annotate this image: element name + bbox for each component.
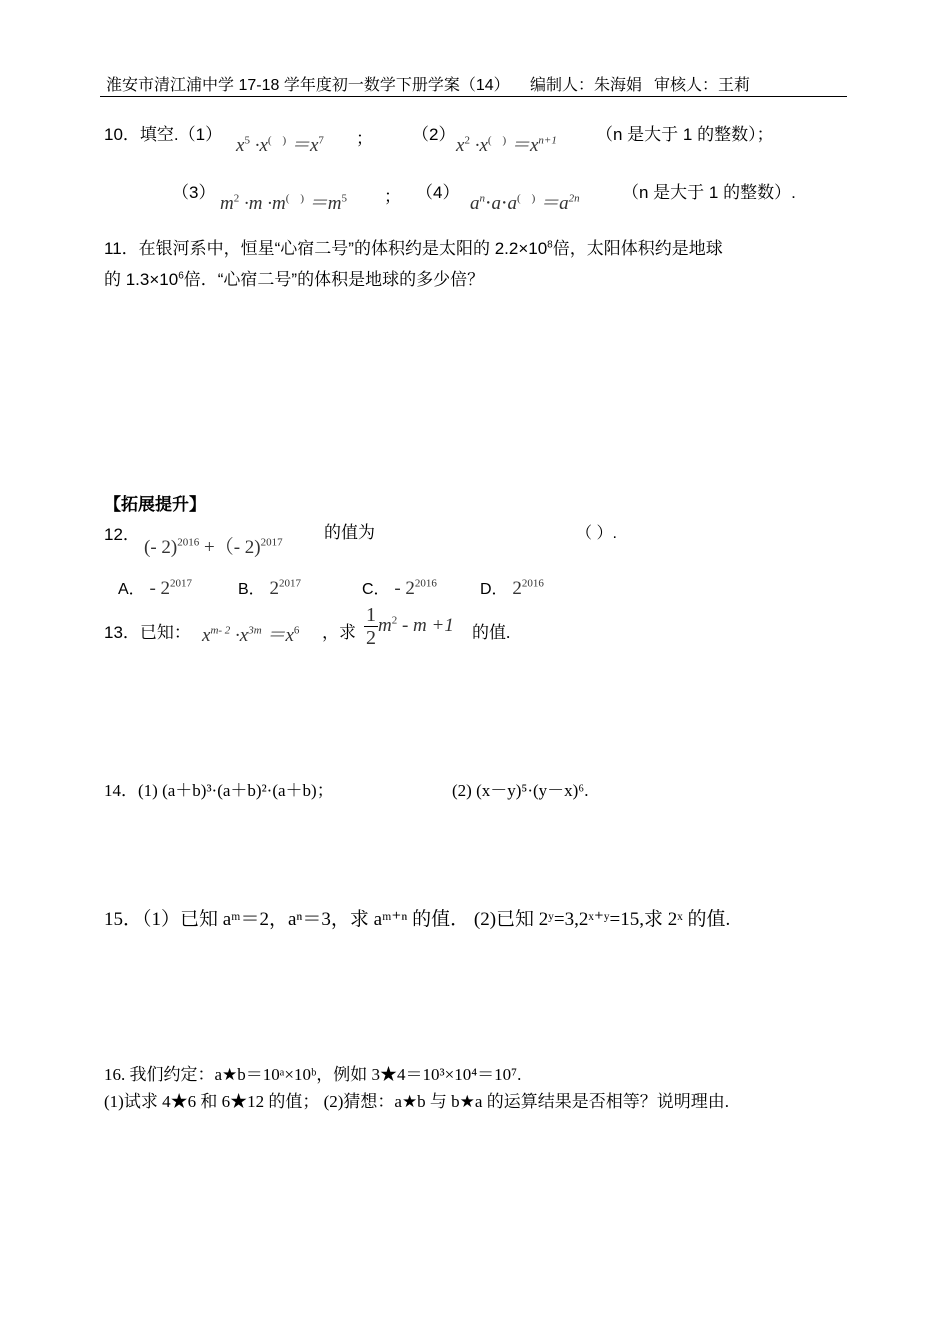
q10-p2: （2） <box>412 125 456 144</box>
q10-expr1: $x^5 \cdot x^{( )} =x^7$ <box>236 134 324 156</box>
header-divider <box>100 96 847 97</box>
q12-option-a: A． - $2^{2017}$ <box>118 577 193 599</box>
q13-label: 13．已知： <box>104 623 191 642</box>
q12-tail: 的值为 <box>324 523 375 542</box>
q13-expr: $x^{m- 2} \cdot x^{3m} =x^6$ <box>202 624 300 646</box>
q14-part2: (2) (x－y)⁵·(y－x)⁶. <box>452 781 589 800</box>
q10-expr2: $x^2 \cdot x^{( )} =x^{n+1}$ <box>456 134 557 156</box>
q12-option-b: B． $2^{2017}$ <box>238 577 301 599</box>
q15-text: 15．（1）已知 aᵐ＝2，aⁿ＝3，求 aᵐ⁺ⁿ 的值． (2)已知 2ʸ=3,2ˣ⁺ʸ=15,求 2ˣ 的值. <box>104 909 731 930</box>
q10-p4: （4） <box>416 183 460 202</box>
section-title: 【拓展提升】 <box>104 495 206 514</box>
q11-line2: 的 $1.3\times 10^6$倍．“心宿二号”的体积是地球的多少倍？ <box>104 270 485 289</box>
q10-expr4: $a^n\cdot a\cdot a^{( )} =a^{2n}$ <box>470 192 580 214</box>
q12-option-c: C． - $2^{2016}$ <box>362 577 437 599</box>
q14-part1: 14．(1) (a＋b)³·(a＋b)²·(a＋b)； <box>104 781 334 800</box>
header-title: 淮安市清江浦中学 17-18 学年度初一数学下册学案（14） <box>106 77 510 94</box>
q16-line2: (1)试求 4★6 和 6★12 的值； (2)猜想：a★b 与 b★a 的运算结果是否相等？说明理由. <box>104 1092 729 1111</box>
q16-line1: 16. 我们约定：a★b＝10ᵃ×10ᵇ，例如 3★4＝10³×10⁴＝10⁷. <box>104 1065 522 1084</box>
q12-option-d: D． $2^{2016}$ <box>480 577 544 599</box>
q10-note1: （n 是大于 1 的整数）； <box>596 125 774 144</box>
q10-expr3: $m^2 \cdot m \cdot m^{( )} =m^5$ <box>220 192 347 214</box>
q12-blank: （ ）. <box>576 525 617 542</box>
q10-label: 10．填空.（1） <box>104 125 223 144</box>
q10-p3: （3） <box>172 183 216 202</box>
q10-sep3: ； <box>384 187 401 206</box>
q11-line1: 11．在银河系中，恒星“心宿二号”的体积约是太阳的 $2.2\times 10^8$倍，太阳体积约是地球 <box>104 239 723 258</box>
q12-label: 12． <box>104 525 140 544</box>
header-editor: 编制人：朱海娟 <box>530 77 643 94</box>
q13-mid: ，求 <box>322 623 356 642</box>
q13-target-expr: $\frac{1}{2}$ $m^2 - m +1$ <box>366 604 454 649</box>
q12-expr: (- 2)$^{2016}$ +（- 2)$^{2017}$ <box>144 536 283 558</box>
header-reviewer: 审核人：王莉 <box>654 77 751 94</box>
q13-tail: 的值. <box>472 623 511 642</box>
q10-sep1: ； <box>356 129 373 148</box>
q10-note2: （n 是大于 1 的整数）. <box>622 183 796 202</box>
